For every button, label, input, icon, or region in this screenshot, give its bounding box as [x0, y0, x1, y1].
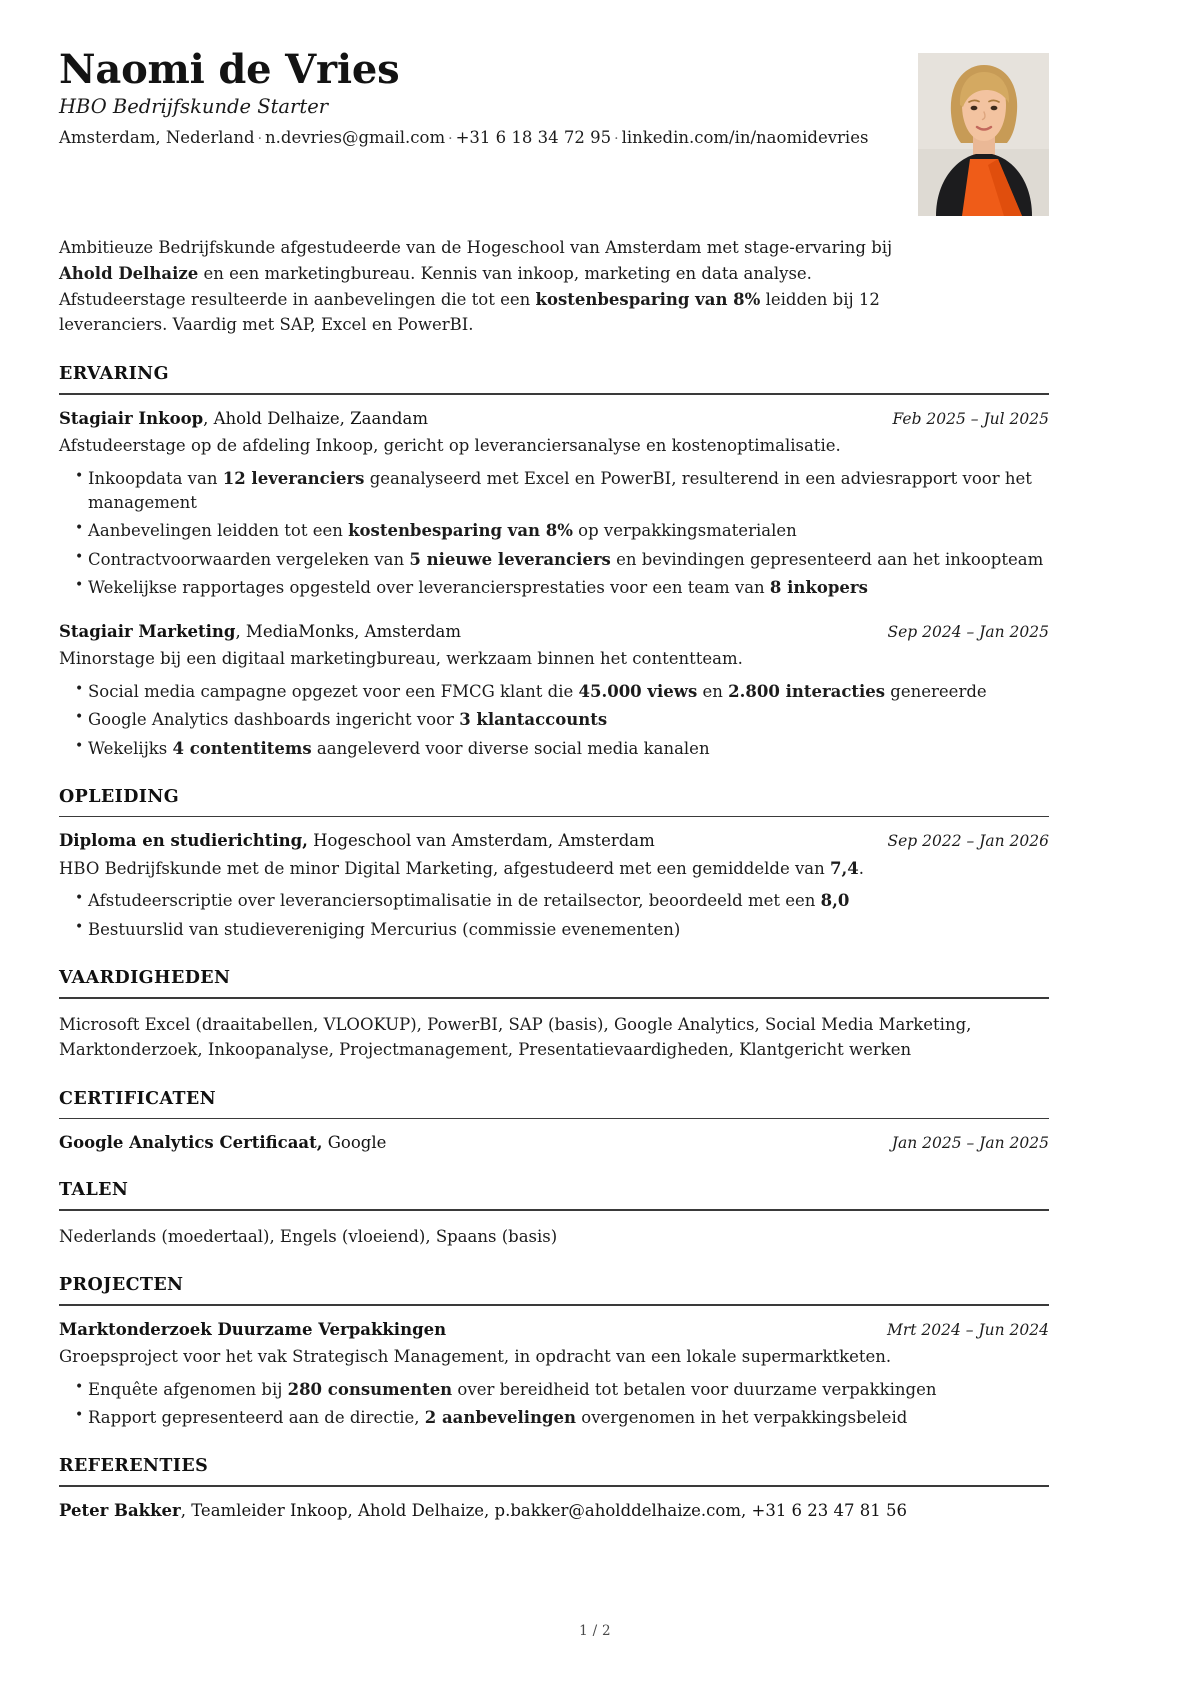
job-role: Stagiair Marketing	[59, 621, 236, 641]
section-divider	[59, 1209, 1049, 1210]
entry-header	[59, 1500, 1049, 1522]
entry-description: Minorstage bij een digitaal marketingbureau, werkzaam binnen het contentteam.	[59, 648, 743, 668]
job-company-location: , Ahold Delhaize, Zaandam	[203, 408, 428, 428]
section-education	[59, 787, 1049, 942]
section-heading-education: OPLEIDING	[59, 786, 180, 807]
section-divider	[59, 393, 1049, 394]
entry-title	[59, 408, 876, 430]
degree-name: Diploma en studierichting,	[59, 831, 308, 851]
list-item: • Afstudeerscriptie over leveranciersoptimalisatie in de retailsector, beoordeeld met een 8,0	[59, 889, 1049, 913]
summary-text-1: Ambitieuze Bedrijfskunde afgestudeerde van de Hogeschool van Amsterdam met stage-ervaring bij	[59, 238, 893, 257]
education-entry-1	[59, 830, 1049, 942]
header-text-block	[59, 48, 914, 148]
entry-bullets	[59, 680, 1049, 761]
section-heading-projects: PROJECTEN	[59, 1275, 184, 1296]
entry-date: Mrt 2024 – Jun 2024	[886, 1320, 1049, 1339]
entry-title	[59, 1132, 876, 1154]
section-languages	[59, 1180, 1049, 1249]
cv-content	[59, 48, 1049, 1526]
summary-text-3: leidden bij 12 leveranciers. Vaardig met SAP, Excel en PowerBI.	[59, 289, 880, 335]
section-divider	[59, 1118, 1049, 1119]
list-item: • Contractvoorwaarden vergeleken van 5 nieuwe leveranciers en bevindingen gepresenteerd aan het inkoopteam	[59, 548, 1049, 572]
entry-title	[59, 1319, 871, 1341]
professional-headline: HBO Bedrijfskunde Starter	[59, 95, 329, 119]
entry-header	[59, 408, 1049, 430]
section-experience	[59, 364, 1049, 761]
contact-separator-icon: ·	[448, 130, 453, 147]
profile-photo-illustration	[918, 53, 1049, 216]
summary-text-2: en een marketingbureau. Kennis van inkoop, marketing en data analyse. Afstudeerstage resulteerde in aanbevelingen die tot een	[59, 263, 812, 309]
professional-summary	[59, 235, 914, 338]
contact-phone[interactable]: +31 6 18 34 72 95	[455, 127, 612, 147]
section-divider	[59, 997, 1049, 998]
entry-header	[59, 1132, 1049, 1154]
section-certificates	[59, 1089, 1049, 1155]
entry-bullets	[59, 1378, 1049, 1431]
list-item: • Wekelijkse rapportages opgesteld over leveranciersprestaties voor een team van 8 inkopers	[59, 576, 1049, 600]
list-item: • Aanbevelingen leidden tot een kostenbesparing van 8% op verpakkingsmaterialen	[59, 519, 1049, 543]
section-heading-languages: TALEN	[59, 1180, 129, 1201]
page-title: Naomi de Vries	[59, 46, 400, 93]
list-item: • Rapport gepresenteerd aan de directie, 2 aanbevelingen overgenomen in het verpakkingsbeleid	[59, 1406, 1049, 1430]
skills-list: Microsoft Excel (draaitabellen, VLOOKUP), PowerBI, SAP (basis), Google Analytics, Social Media Marketing, Marktonderzoek, Inkoopanalyse, Projectmanagement, Presentatievaardigheden, Klantgericht werken	[59, 1014, 972, 1060]
summary-highlight-saving: kostenbesparing van 8%	[535, 289, 761, 309]
list-item: • Bestuurslid van studievereniging Mercurius (commissie evenementen)	[59, 918, 1049, 942]
job-company-location: , MediaMonks, Amsterdam	[235, 621, 462, 641]
section-heading-references: REFERENTIES	[59, 1456, 209, 1477]
section-divider	[59, 816, 1049, 817]
entry-date: Jan 2025 – Jan 2025	[891, 1134, 1049, 1153]
school-location: Hogeschool van Amsterdam, Amsterdam	[307, 831, 655, 851]
job-role: Stagiair Inkoop	[59, 408, 204, 428]
certificate-entry-1	[59, 1132, 1049, 1154]
section-divider	[59, 1304, 1049, 1305]
entry-description: Groepsproject voor het vak Strategisch Management, in opdracht van een lokale supermarktketen.	[59, 1346, 892, 1366]
page-footer	[0, 1623, 1190, 1639]
avatar	[918, 53, 1049, 216]
section-references	[59, 1456, 1049, 1522]
contact-location: Amsterdam, Nederland	[59, 127, 255, 147]
section-heading-experience: ERVARING	[59, 364, 169, 385]
entry-title	[59, 1500, 1049, 1522]
list-item: • Google Analytics dashboards ingericht voor 3 klantaccounts	[59, 708, 1049, 732]
entry-header	[59, 830, 1049, 852]
experience-entry-2	[59, 621, 1049, 761]
entry-title	[59, 621, 871, 643]
section-projects	[59, 1275, 1049, 1430]
list-item: • Inkoopdata van 12 leveranciers geanalyseerd met Excel en PowerBI, resulterend in een adviesrapport voor het management	[59, 467, 1049, 516]
certificate-issuer: Google	[322, 1133, 387, 1153]
experience-entry-1	[59, 408, 1049, 601]
contact-email[interactable]: n.devries@gmail.com	[265, 127, 446, 147]
entry-date: Sep 2022 – Jan 2026	[887, 832, 1049, 851]
entry-description: Afstudeerstage op de afdeling Inkoop, gericht op leveranciersanalyse en kostenoptimalisatie.	[59, 435, 841, 455]
entry-bullets	[59, 889, 1049, 942]
project-entry-1	[59, 1319, 1049, 1431]
list-item: • Social media campagne opgezet voor een FMCG klant die 45.000 views en 2.800 interacties genereerde	[59, 680, 1049, 704]
contact-linkedin[interactable]: linkedin.com/in/naomidevries	[621, 127, 869, 147]
entry-date: Feb 2025 – Jul 2025	[892, 409, 1049, 428]
summary-highlight-employer: Ahold Delhaize	[59, 263, 199, 283]
entry-description: HBO Bedrijfskunde met de minor Digital Marketing, afgestudeerd met een gemiddelde van 7,4.	[59, 858, 864, 878]
list-item: • Wekelijks 4 contentitems aangeleverd voor diverse social media kanalen	[59, 737, 1049, 761]
certificate-name: Google Analytics Certificaat,	[59, 1133, 323, 1153]
contact-separator-icon: ·	[257, 130, 263, 147]
reference-contact: , Teamleider Inkoop, Ahold Delhaize, p.bakker@aholddelhaize.com, +31 6 23 47 81 56	[180, 1500, 908, 1520]
entry-header	[59, 621, 1049, 643]
cv-header	[59, 48, 1049, 216]
section-heading-skills: VAARDIGHEDEN	[59, 968, 231, 989]
entry-header	[59, 1319, 1049, 1341]
section-skills	[59, 968, 1049, 1063]
contact-line	[59, 127, 914, 148]
entry-date: Sep 2024 – Jan 2025	[887, 622, 1049, 641]
section-divider	[59, 1485, 1049, 1486]
project-name: Marktonderzoek Duurzame Verpakkingen	[59, 1319, 447, 1339]
section-heading-certificates: CERTIFICATEN	[59, 1088, 217, 1109]
entry-title	[59, 830, 871, 852]
page-indicator: 1 / 2	[579, 1623, 611, 1639]
reference-entry-1	[59, 1500, 1049, 1522]
languages-list: Nederlands (moedertaal), Engels (vloeiend), Spaans (basis)	[59, 1226, 558, 1246]
reference-name: Peter Bakker	[59, 1500, 181, 1520]
list-item: • Enquête afgenomen bij 280 consumenten over bereidheid tot betalen voor duurzame verpakkingen	[59, 1378, 1049, 1402]
entry-bullets	[59, 467, 1049, 601]
contact-separator-icon: ·	[614, 130, 619, 147]
